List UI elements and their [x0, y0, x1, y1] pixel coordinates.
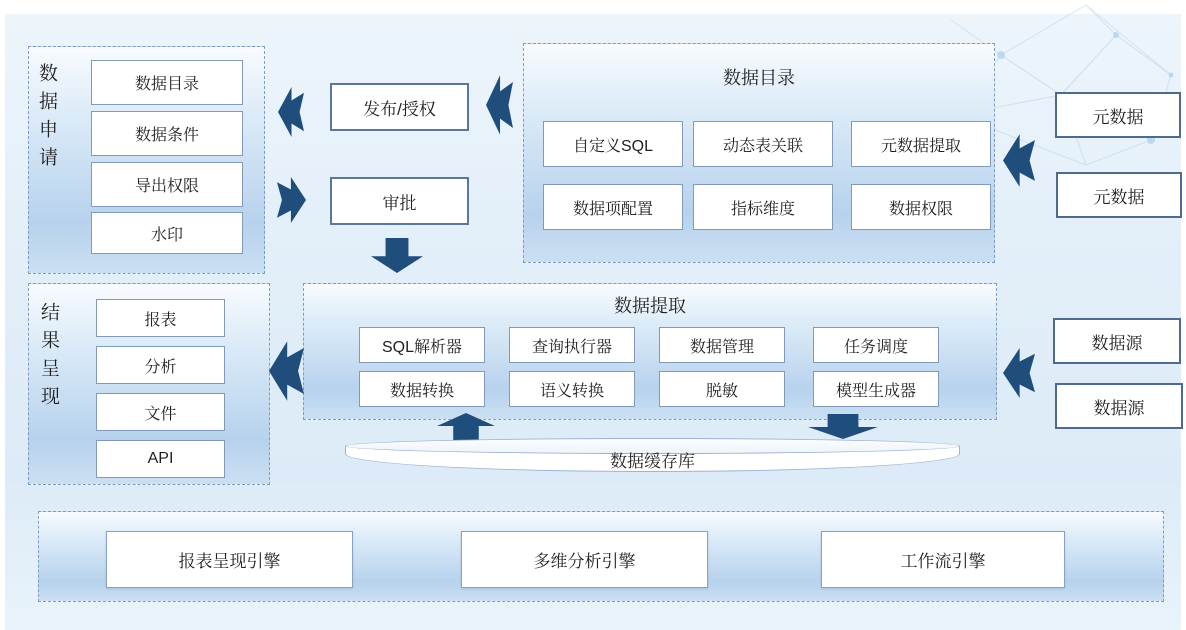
arrow-cache-to-extract-icon: [437, 413, 495, 440]
node-publish-authorize: 发布/授权: [330, 83, 469, 131]
node-data-permission: 数据权限: [851, 184, 991, 230]
node-file: 文件: [96, 393, 225, 431]
arrow-apply-to-approve-icon: [277, 176, 306, 224]
node-workflow-engine: 工作流引擎: [821, 531, 1065, 588]
node-report-engine: 报表呈现引擎: [106, 531, 353, 588]
panel-result-present-title: 结果呈现: [38, 302, 59, 414]
panel-data-catalog: [523, 43, 995, 263]
panel-data-apply-title: 数据申请: [36, 63, 57, 175]
node-olap-engine: 多维分析引擎: [461, 531, 708, 588]
node-data-item-config: 数据项配置: [543, 184, 683, 230]
node-metadata-1: 元数据: [1055, 92, 1181, 138]
node-data-management: 数据管理: [659, 327, 785, 363]
node-data-catalog-entry: 数据目录: [91, 60, 243, 105]
node-desensitization: 脱敏: [659, 371, 785, 407]
node-custom-sql: 自定义SQL: [543, 121, 683, 167]
panel-data-extract: [303, 283, 997, 420]
node-data-transform: 数据转换: [359, 371, 485, 407]
node-api: API: [96, 440, 225, 478]
node-analysis: 分析: [96, 346, 225, 384]
arrow-approve-down-icon: [371, 238, 423, 273]
arrow-extract-to-cache-icon: [808, 414, 878, 439]
panel-data-catalog-title: 数据目录: [723, 68, 795, 88]
node-approve: 审批: [330, 177, 469, 225]
arrow-metadata-to-catalog-icon: [1003, 133, 1035, 188]
node-task-scheduler: 任务调度: [813, 327, 939, 363]
arrow-datasource-to-extract-icon: [1003, 347, 1035, 399]
node-export-permission: 导出权限: [91, 162, 243, 207]
node-datasource-1: 数据源: [1053, 318, 1181, 364]
node-sql-parser: SQL解析器: [359, 327, 485, 363]
arrow-publish-to-apply-icon: [278, 86, 304, 138]
node-data-condition: 数据条件: [91, 111, 243, 156]
node-report: 报表: [96, 299, 225, 337]
node-datasource-2: 数据源: [1055, 383, 1183, 429]
arrow-catalog-to-publish-icon: [486, 74, 513, 136]
node-indicator-dimension: 指标维度: [693, 184, 833, 230]
panel-engines: [38, 511, 1164, 602]
node-model-generator: 模型生成器: [813, 371, 939, 407]
data-cache-label: 数据缓存库: [610, 452, 695, 471]
arrow-extract-to-result-icon: [269, 340, 304, 402]
panel-data-extract-title: 数据提取: [614, 296, 686, 316]
node-query-executor: 查询执行器: [509, 327, 635, 363]
panel-result-present: [28, 283, 270, 485]
node-metadata-extract: 元数据提取: [851, 121, 991, 167]
data-cache-cylinder: [345, 438, 960, 472]
node-metadata-2: 元数据: [1056, 172, 1182, 218]
node-watermark: 水印: [91, 212, 243, 254]
node-semantic-transform: 语义转换: [509, 371, 635, 407]
node-dynamic-table-join: 动态表关联: [693, 121, 833, 167]
panel-data-apply: [28, 46, 265, 274]
